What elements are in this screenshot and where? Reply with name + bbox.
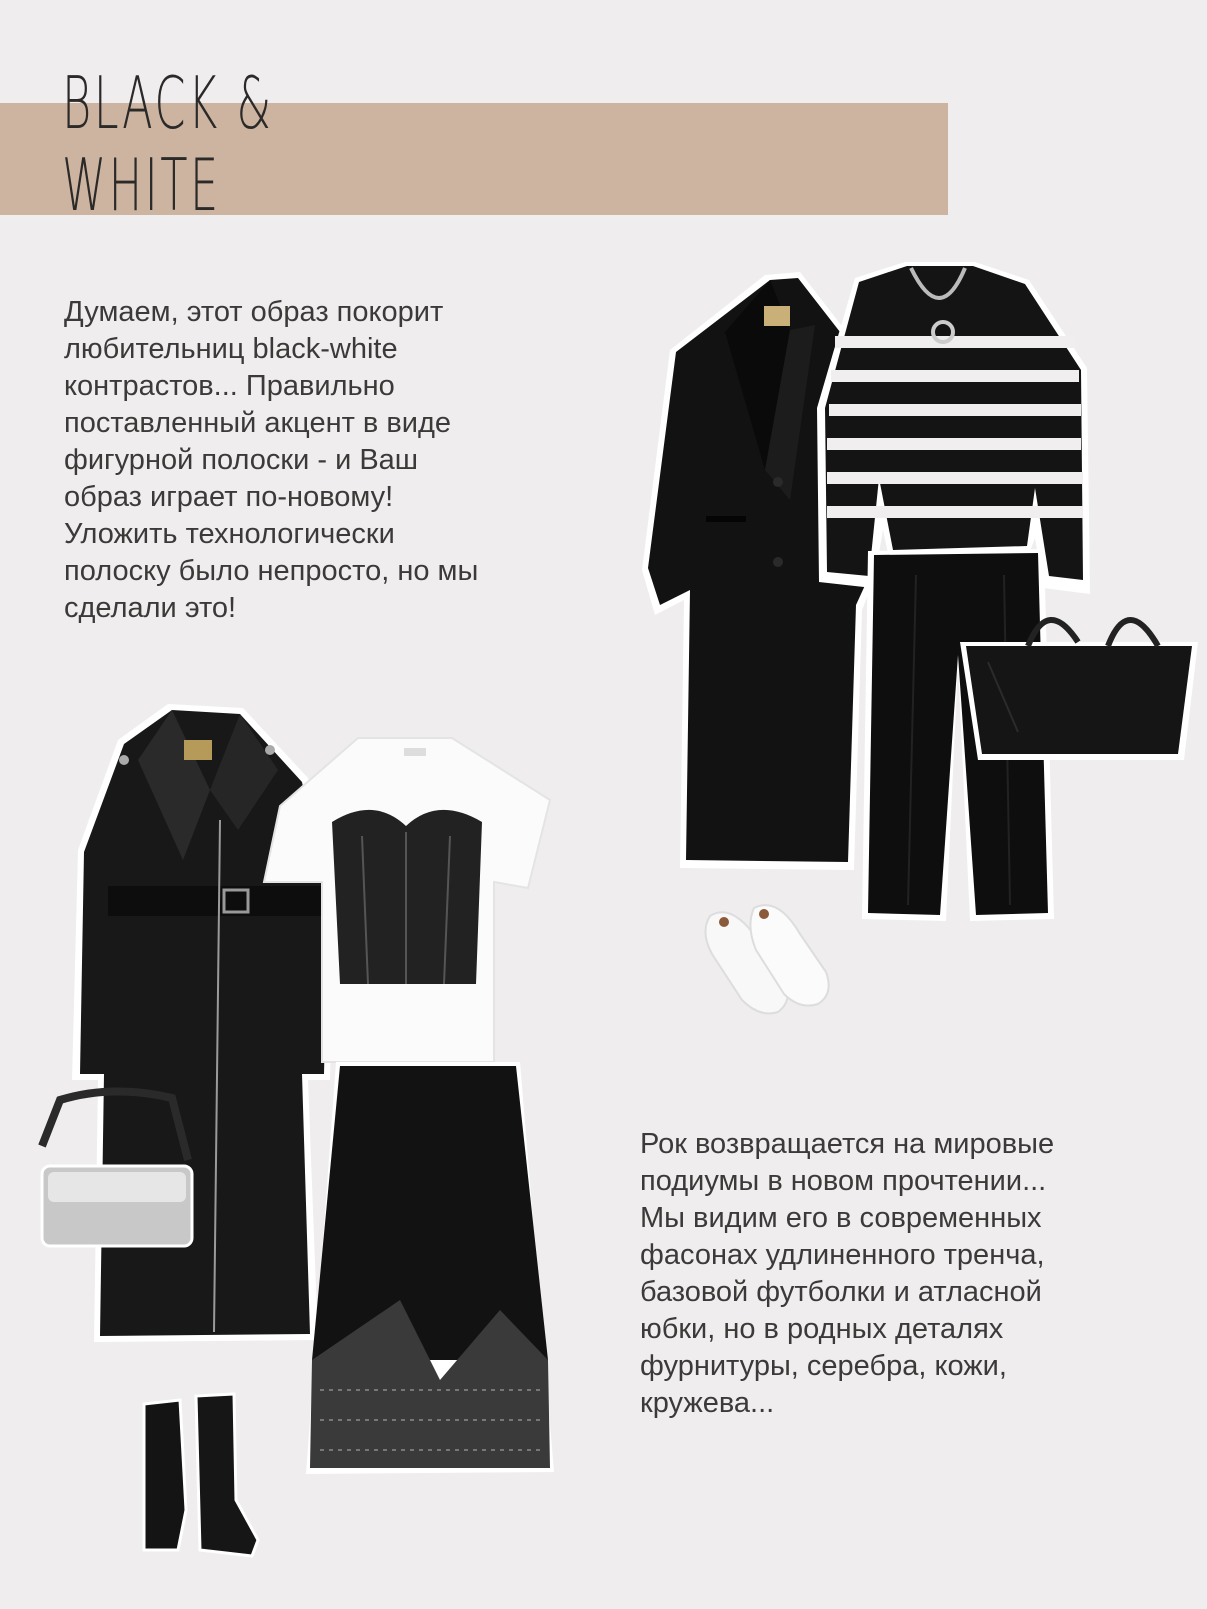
- black-chelsea-boots-image: [140, 1390, 260, 1560]
- black-leather-tote-image: [958, 602, 1203, 762]
- intro-paragraph: Думаем, этот образ покорит любительниц black-white контрастов... Правильно поставленный акцент в виде фигурной полоски - и Ваш образ играет по-новому! Уложить технологически полоску было непросто, но мы сделали это!: [64, 296, 479, 624]
- black-satin-skirt-with-lace-image: [300, 1060, 560, 1480]
- rock-paragraph: Рок возвращается на мировые подиумы в новом прочтении... Мы видим его в современных фасонах удлиненного тренча, базовой футболки и атласной юбки, но в родных деталях фурнитуры, серебра, кожи, кружева...: [640, 1128, 1055, 1419]
- white-tshirt-with-lace-corset-image: [262, 736, 552, 1066]
- silver-shoulder-bag-image: [22, 1090, 202, 1250]
- page-title: BLACK & WHITE: [62, 61, 274, 227]
- white-sneakers-image: [702, 900, 852, 1020]
